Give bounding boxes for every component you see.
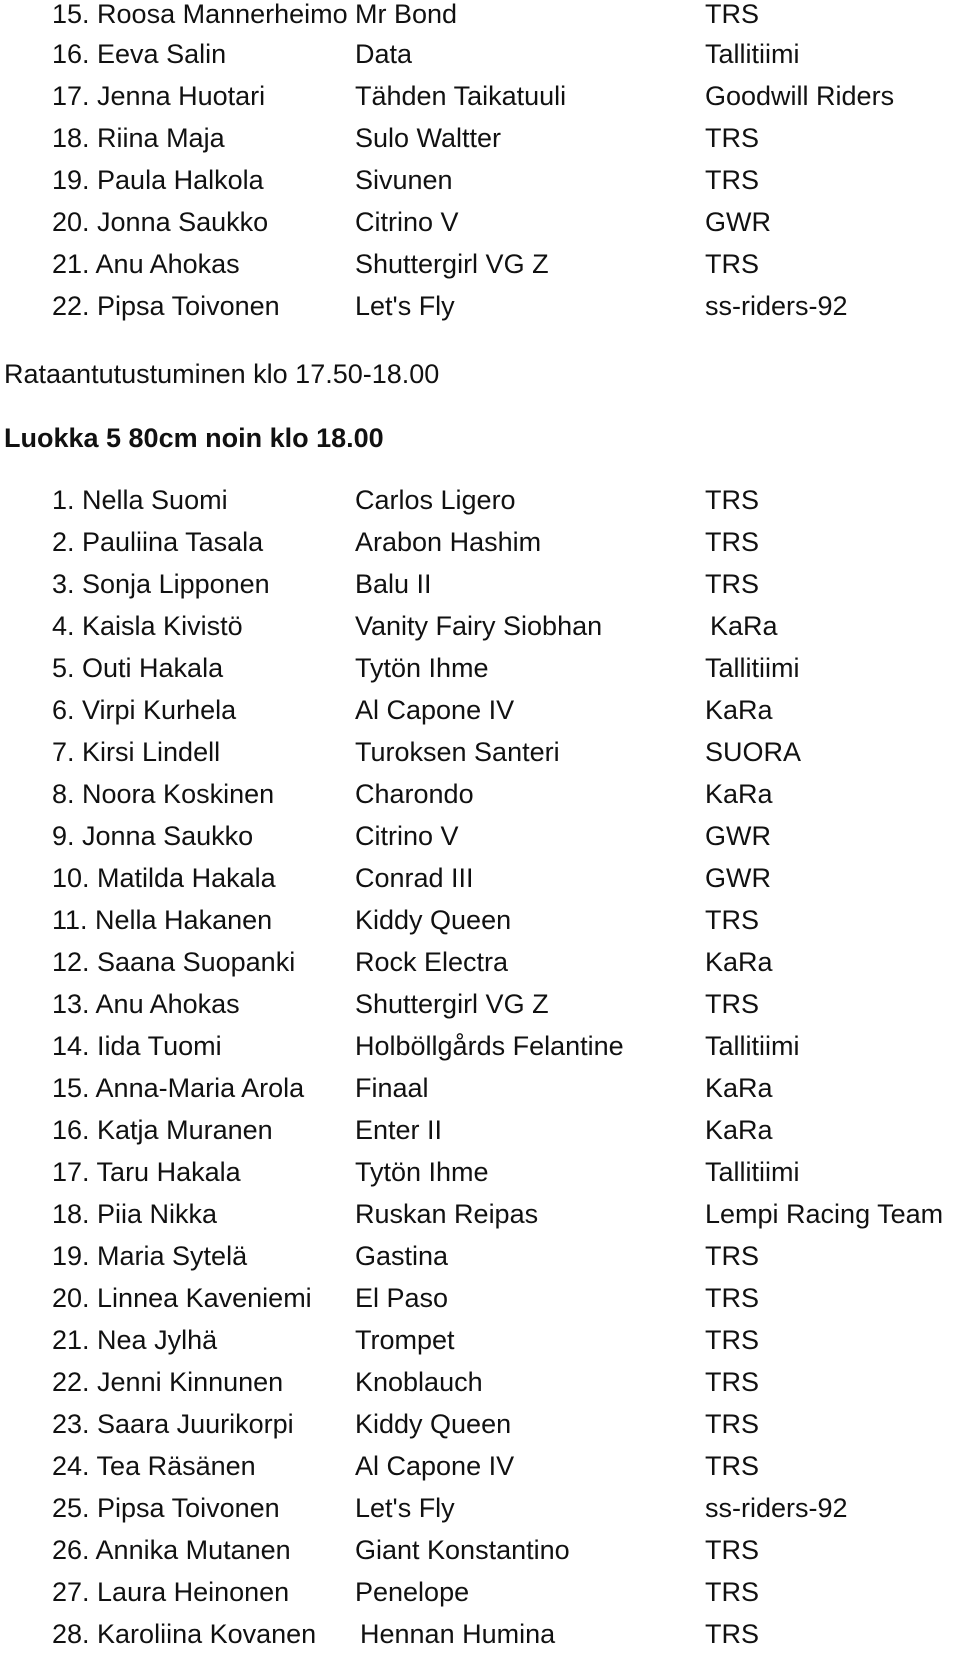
- rider-name: 20. Jonna Saukko: [52, 207, 269, 237]
- table-row: [0, 1026, 960, 1066]
- horse-name: Citrino V: [355, 821, 459, 851]
- rider-name: 16. Katja Muranen: [52, 1115, 273, 1145]
- club-name: KaRa: [710, 611, 778, 641]
- table-row: [0, 76, 960, 116]
- club-name: GWR: [705, 821, 771, 851]
- club-name: TRS: [705, 1283, 759, 1313]
- table-row: [0, 1278, 960, 1318]
- club-name: KaRa: [705, 1073, 773, 1103]
- rider-name: 5. Outi Hakala: [52, 653, 224, 683]
- horse-name: Rock Electra: [355, 947, 509, 977]
- horse-name: Kiddy Queen: [355, 905, 512, 935]
- rider-name: 12. Saana Suopanki: [52, 947, 296, 977]
- table-row: [0, 1530, 960, 1570]
- horse-name: Turoksen Santeri: [355, 737, 560, 767]
- horse-name: Holböllgårds Felantine: [355, 1031, 624, 1061]
- club-name: TRS: [705, 527, 759, 557]
- horse-name: Shuttergirl VG Z: [355, 249, 549, 279]
- horse-name: Kiddy Queen: [355, 1409, 512, 1439]
- horse-name: Carlos Ligero: [355, 485, 516, 515]
- rider-name: 14. Iida Tuomi: [52, 1031, 222, 1061]
- club-name: TRS: [705, 1451, 759, 1481]
- horse-name: Sulo Waltter: [355, 123, 502, 153]
- rider-name: 26. Annika Mutanen: [52, 1535, 291, 1565]
- rider-name: 2. Pauliina Tasala: [52, 527, 264, 557]
- horse-name: Finaal: [355, 1073, 429, 1103]
- table-row: [0, 34, 960, 74]
- horse-name: Sivunen: [355, 165, 453, 195]
- table-row: [0, 1446, 960, 1486]
- club-name: KaRa: [705, 779, 773, 809]
- horse-name: Mr Bond: [355, 0, 458, 29]
- table-row: [0, 1068, 960, 1108]
- rider-name: 9. Jonna Saukko: [52, 821, 254, 851]
- horse-name: Penelope: [355, 1577, 470, 1607]
- table-row: [0, 160, 960, 200]
- horse-name: Data: [355, 39, 413, 69]
- club-name: TRS: [705, 1241, 759, 1271]
- horse-name: Trompet: [355, 1325, 455, 1355]
- table-row: [0, 1614, 960, 1654]
- table-row: [0, 118, 960, 158]
- horse-name: Al Capone IV: [355, 1451, 515, 1481]
- rider-name: 19. Paula Halkola: [52, 165, 264, 195]
- table-row: [0, 480, 960, 520]
- rider-name: 28. Karoliina Kovanen: [52, 1619, 317, 1649]
- table-row: [0, 942, 960, 982]
- table-row: [0, 1236, 960, 1276]
- club-name: TRS: [705, 123, 759, 153]
- horse-name: Knoblauch: [355, 1367, 483, 1397]
- rider-name: 7. Kirsi Lindell: [52, 737, 221, 767]
- table-row: [0, 1110, 960, 1150]
- rider-name: 6. Virpi Kurhela: [52, 695, 237, 725]
- horse-name: Let's Fly: [355, 291, 455, 321]
- horse-name: Citrino V: [355, 207, 459, 237]
- table-row: [0, 774, 960, 814]
- rider-name: 21. Nea Jylhä: [52, 1325, 218, 1355]
- club-name: TRS: [705, 1619, 759, 1649]
- rider-name: 17. Jenna Huotari: [52, 81, 266, 111]
- horse-name: Al Capone IV: [355, 695, 515, 725]
- rider-name: 15. Anna-Maria Arola: [52, 1073, 305, 1103]
- horse-name: Arabon Hashim: [355, 527, 542, 557]
- table-row: [0, 900, 960, 940]
- horse-name: Let's Fly: [355, 1493, 455, 1523]
- club-name: TRS: [705, 905, 759, 935]
- rider-name: 23. Saara Juurikorpi: [52, 1409, 294, 1439]
- club-name: ss-riders-92: [705, 1493, 848, 1523]
- table-row: [0, 1404, 960, 1444]
- rider-name: 8. Noora Koskinen: [52, 779, 275, 809]
- table-row: [0, 1152, 960, 1192]
- club-name: Tallitiimi: [705, 1031, 800, 1061]
- rider-name: 22. Jenni Kinnunen: [52, 1367, 284, 1397]
- rider-name: 16. Eeva Salin: [52, 39, 227, 69]
- club-name: TRS: [705, 1577, 759, 1607]
- rider-name: 18. Riina Maja: [52, 123, 225, 153]
- table-row: [0, 858, 960, 898]
- horse-name: Gastina: [355, 1241, 449, 1271]
- club-name: TRS: [705, 1367, 759, 1397]
- club-name: KaRa: [705, 947, 773, 977]
- horse-name: Enter II: [355, 1115, 443, 1145]
- club-name: TRS: [705, 485, 759, 515]
- club-name: Goodwill Riders: [705, 81, 895, 111]
- club-name: TRS: [705, 165, 759, 195]
- table-row: [0, 0, 960, 34]
- horse-name: El Paso: [355, 1283, 449, 1313]
- club-name: GWR: [705, 863, 771, 893]
- club-name: TRS: [705, 249, 759, 279]
- club-name: Tallitiimi: [705, 39, 800, 69]
- rider-name: 13. Anu Ahokas: [52, 989, 240, 1019]
- club-name: Tallitiimi: [705, 1157, 800, 1187]
- club-name: SUORA: [705, 737, 802, 767]
- club-name: Tallitiimi: [705, 653, 800, 683]
- table-row: [0, 1194, 960, 1234]
- club-name: TRS: [705, 0, 759, 29]
- club-name: KaRa: [705, 695, 773, 725]
- rider-name: 17. Taru Hakala: [52, 1157, 241, 1187]
- horse-name: Charondo: [355, 779, 474, 809]
- club-name: TRS: [705, 1325, 759, 1355]
- table-row: [0, 564, 960, 604]
- table-row: [0, 816, 960, 856]
- rider-name: 3. Sonja Lipponen: [52, 569, 270, 599]
- horse-name: Vanity Fairy Siobhan: [355, 611, 603, 641]
- horse-name: Conrad III: [355, 863, 474, 893]
- table-row: [0, 690, 960, 730]
- table-row: [0, 522, 960, 562]
- table-row: [0, 202, 960, 242]
- rider-name: 19. Maria Sytelä: [52, 1241, 248, 1271]
- table-row: [0, 286, 960, 326]
- table-row: [0, 244, 960, 284]
- table-row: [0, 1362, 960, 1402]
- horse-name: Tytön Ihme: [355, 1157, 489, 1187]
- table-row: [0, 984, 960, 1024]
- track-walk-note: Rataantutustuminen klo 17.50-18.00: [4, 359, 440, 389]
- club-name: GWR: [705, 207, 771, 237]
- horse-name: Tytön Ihme: [355, 653, 489, 683]
- table-row: [0, 648, 960, 688]
- rider-name: 20. Linnea Kaveniemi: [52, 1283, 312, 1313]
- rider-name: 11. Nella Hakanen: [52, 905, 273, 935]
- rider-name: 25. Pipsa Toivonen: [52, 1493, 280, 1523]
- club-name: TRS: [705, 569, 759, 599]
- club-name: Lempi Racing Team: [705, 1199, 944, 1229]
- club-name: ss-riders-92: [705, 291, 848, 321]
- horse-name: Shuttergirl VG Z: [355, 989, 549, 1019]
- table-row: [0, 1488, 960, 1528]
- horse-name: Ruskan Reipas: [355, 1199, 539, 1229]
- table-row: [0, 1320, 960, 1360]
- table-row: [0, 1572, 960, 1612]
- club-name: TRS: [705, 1535, 759, 1565]
- horse-name: Giant Konstantino: [355, 1535, 570, 1565]
- rider-name: 10. Matilda Hakala: [52, 863, 276, 893]
- class-heading: Luokka 5 80cm noin klo 18.00: [4, 423, 384, 453]
- table-row: [0, 732, 960, 772]
- club-name: TRS: [705, 989, 759, 1019]
- rider-name: 1. Nella Suomi: [52, 485, 228, 515]
- rider-name: 24. Tea Räsänen: [52, 1451, 256, 1481]
- horse-name: Hennan Humina: [360, 1619, 556, 1649]
- rider-name: 4. Kaisla Kivistö: [52, 611, 243, 641]
- rider-name: 18. Piia Nikka: [52, 1199, 218, 1229]
- club-name: TRS: [705, 1409, 759, 1439]
- table-row: [0, 606, 960, 646]
- horse-name: Tähden Taikatuuli: [355, 81, 567, 111]
- rider-name: 27. Laura Heinonen: [52, 1577, 290, 1607]
- horse-name: Balu II: [355, 569, 432, 599]
- rider-name: 15. Roosa Mannerheimo: [52, 0, 348, 29]
- rider-name: 22. Pipsa Toivonen: [52, 291, 280, 321]
- club-name: KaRa: [705, 1115, 773, 1145]
- rider-name: 21. Anu Ahokas: [52, 249, 240, 279]
